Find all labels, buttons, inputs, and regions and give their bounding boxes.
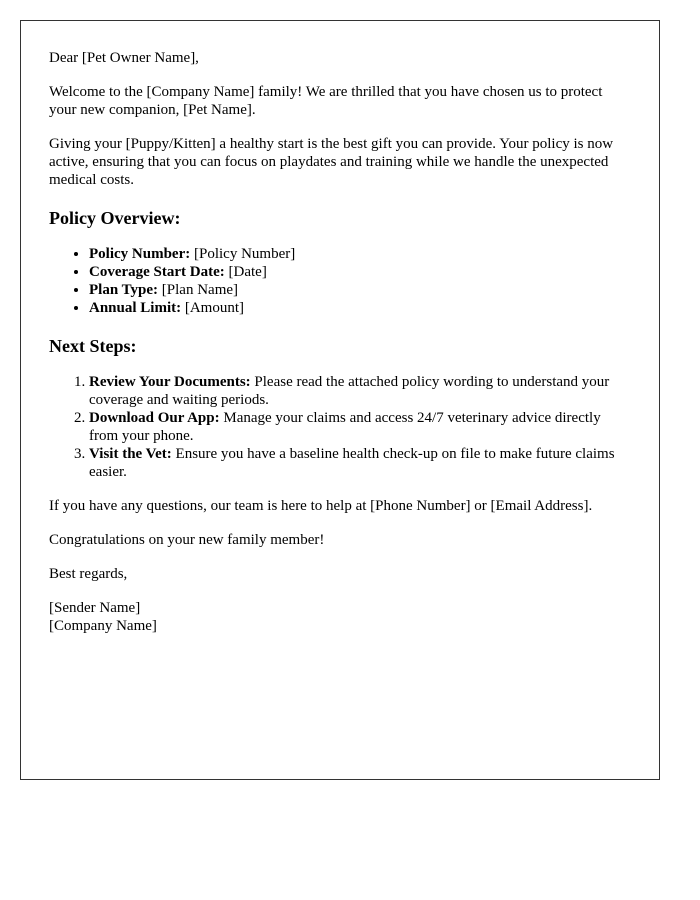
- item-value: [Amount]: [181, 300, 245, 316]
- policy-overview-list: [49, 245, 631, 317]
- item-label: Annual Limit:: [89, 300, 182, 316]
- congrats-paragraph: Congratulations on your new family member!: [49, 532, 325, 548]
- item-value: Manage your claims and access 24/7 veterinary advice directly from your phone.: [89, 410, 601, 444]
- list-item: [89, 281, 631, 299]
- next-steps-heading: Next Steps:: [49, 336, 137, 356]
- item-label: Visit the Vet:: [89, 446, 172, 462]
- item-value: Please read the attached policy wording to understand your coverage and waiting periods.: [89, 374, 610, 408]
- list-item: [89, 445, 631, 481]
- next-steps-list: [49, 373, 631, 481]
- intro-paragraph: Welcome to the [Company Name] family! We are thrilled that you have chosen us to protect your new companion, [Pet Name].: [49, 84, 603, 118]
- item-label: Plan Type:: [89, 282, 159, 298]
- list-item: [89, 263, 631, 281]
- list-item: [89, 245, 631, 263]
- item-value: [Date]: [224, 264, 267, 280]
- company-name: [Company Name]: [49, 618, 157, 634]
- item-label: Download Our App:: [89, 410, 220, 426]
- item-value: [Policy Number]: [190, 246, 296, 262]
- closing: Best regards,: [49, 566, 128, 582]
- letter: [20, 20, 660, 780]
- list-item: [89, 373, 631, 409]
- item-value: Ensure you have a baseline health check-up on file to make future claims easier.: [89, 446, 615, 480]
- list-item: [89, 299, 631, 317]
- policy-overview-heading: Policy Overview:: [49, 208, 181, 228]
- contact-paragraph: If you have any questions, our team is here to help at [Phone Number] or [Email Address].: [49, 498, 593, 514]
- body-paragraph: Giving your [Puppy/Kitten] a healthy start is the best gift you can provide. Your policy is now active, ensuring that you can focus on playdates and training while we handle the unexpected medical costs.: [49, 136, 614, 188]
- list-item: [89, 409, 631, 445]
- signature: [49, 599, 631, 635]
- item-value: [Plan Name]: [158, 282, 239, 298]
- item-label: Review Your Documents:: [89, 374, 251, 390]
- item-label: Policy Number:: [89, 246, 191, 262]
- sender-name: [Sender Name]: [49, 600, 141, 616]
- greeting: Dear [Pet Owner Name],: [49, 50, 199, 66]
- item-label: Coverage Start Date:: [89, 264, 225, 280]
